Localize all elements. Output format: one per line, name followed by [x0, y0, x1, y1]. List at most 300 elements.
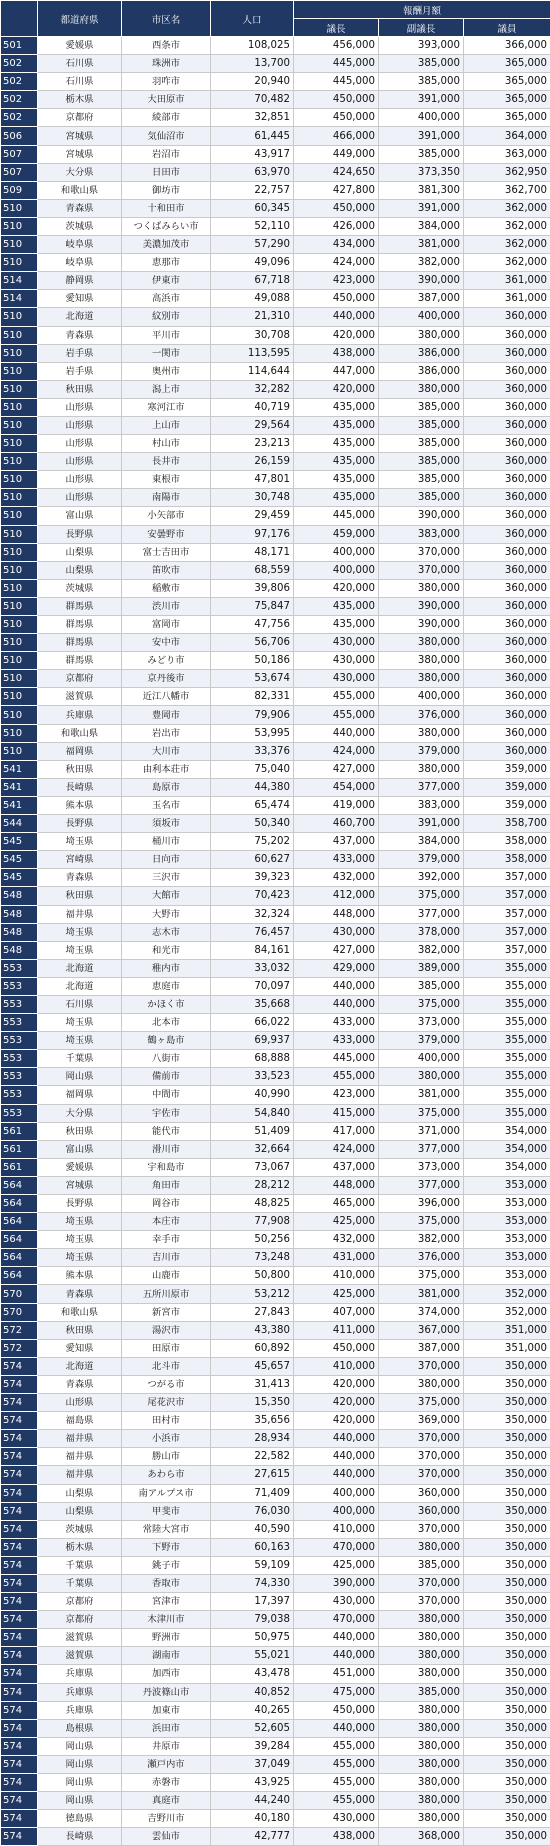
table-row	[1, 1285, 550, 1303]
chairman-salary-cell: 432,000	[294, 869, 379, 887]
prefecture-cell: 愛知県	[38, 290, 122, 308]
member-salary-cell: 355,000	[464, 1068, 550, 1086]
vice-chairman-salary-cell: 382,000	[379, 1231, 464, 1249]
vice-chairman-salary-cell: 380,000	[379, 1792, 464, 1810]
prefecture-cell: 北海道	[38, 959, 122, 977]
rank-cell: 541	[1, 760, 38, 778]
population-cell: 35,668	[211, 995, 294, 1013]
member-salary-cell: 350,000	[464, 1828, 550, 1846]
prefecture-cell: 北海道	[38, 308, 122, 326]
table-row	[1, 706, 550, 724]
city-cell: 岩出市	[122, 724, 211, 742]
rank-cell: 510	[1, 561, 38, 579]
prefecture-cell: 埼玉県	[38, 1249, 122, 1267]
chairman-salary-cell: 410,000	[294, 1520, 379, 1538]
member-salary-cell: 350,000	[464, 1448, 550, 1466]
rank-cell: 574	[1, 1683, 38, 1701]
rank-cell: 510	[1, 507, 38, 525]
city-cell: 須坂市	[122, 815, 211, 833]
table-row	[1, 1249, 550, 1267]
rank-cell: 510	[1, 435, 38, 453]
chairman-salary-cell: 424,000	[294, 742, 379, 760]
rank-cell: 548	[1, 887, 38, 905]
city-cell: 志木市	[122, 923, 211, 941]
city-cell: 桶川市	[122, 833, 211, 851]
vice-chairman-salary-cell: 387,000	[379, 1339, 464, 1357]
prefecture-cell: 福井県	[38, 1430, 122, 1448]
table-row	[1, 1176, 550, 1194]
chairman-salary-cell: 455,000	[294, 1068, 379, 1086]
member-salary-cell: 351,000	[464, 1339, 550, 1357]
table-row	[1, 91, 550, 109]
chairman-salary-cell: 450,000	[294, 91, 379, 109]
chairman-salary-cell: 450,000	[294, 1339, 379, 1357]
rank-cell: 553	[1, 1068, 38, 1086]
member-salary-cell: 365,000	[464, 91, 550, 109]
table-row	[1, 362, 550, 380]
vice-chairman-salary-cell: 377,000	[379, 905, 464, 923]
chairman-salary-cell: 450,000	[294, 1701, 379, 1719]
vice-chairman-salary-cell: 390,000	[379, 616, 464, 634]
member-salary-cell: 359,000	[464, 760, 550, 778]
prefecture-cell: 長崎県	[38, 778, 122, 796]
city-cell: 安曇野市	[122, 525, 211, 543]
table-row	[1, 887, 550, 905]
chairman-salary-cell: 430,000	[294, 634, 379, 652]
prefecture-cell: 滋賀県	[38, 1647, 122, 1665]
prefecture-cell: 石川県	[38, 995, 122, 1013]
rank-cell: 510	[1, 453, 38, 471]
member-salary-cell: 360,000	[464, 362, 550, 380]
population-cell: 50,975	[211, 1629, 294, 1647]
table-row	[1, 869, 550, 887]
prefecture-cell: 石川県	[38, 55, 122, 73]
vice-chairman-salary-cell: 375,000	[379, 1394, 464, 1412]
vice-chairman-salary-cell: 376,000	[379, 706, 464, 724]
prefecture-cell: 福井県	[38, 1466, 122, 1484]
vice-chairman-salary-cell: 382,000	[379, 941, 464, 959]
vice-chairman-salary-cell: 391,000	[379, 127, 464, 145]
rank-cell: 574	[1, 1412, 38, 1430]
chairman-salary-cell: 400,000	[294, 543, 379, 561]
city-cell: 日向市	[122, 851, 211, 869]
member-salary-cell: 350,000	[464, 1502, 550, 1520]
prefecture-cell: 秋田県	[38, 380, 122, 398]
chairman-salary-cell: 410,000	[294, 1357, 379, 1375]
table-row	[1, 833, 550, 851]
chairman-salary-cell: 427,800	[294, 181, 379, 199]
population-cell: 40,590	[211, 1520, 294, 1538]
rank-cell: 507	[1, 163, 38, 181]
city-cell: 小浜市	[122, 1430, 211, 1448]
population-cell: 68,888	[211, 1050, 294, 1068]
table-row	[1, 1810, 550, 1828]
prefecture-cell: 秋田県	[38, 887, 122, 905]
table-row	[1, 724, 550, 742]
vice-chairman-salary-cell: 381,000	[379, 1086, 464, 1104]
table-row	[1, 1520, 550, 1538]
rank-cell: 574	[1, 1701, 38, 1719]
rank-cell: 553	[1, 977, 38, 995]
member-salary-cell: 353,000	[464, 1267, 550, 1285]
member-salary-cell: 353,000	[464, 1213, 550, 1231]
rank-cell: 574	[1, 1828, 38, 1846]
table-row	[1, 688, 550, 706]
member-salary-cell: 350,000	[464, 1665, 550, 1683]
prefecture-cell: 岐阜県	[38, 254, 122, 272]
prefecture-cell: 兵庫県	[38, 706, 122, 724]
city-cell: 吉野川市	[122, 1810, 211, 1828]
city-cell: 御坊市	[122, 181, 211, 199]
city-cell: 島原市	[122, 778, 211, 796]
rank-cell: 564	[1, 1249, 38, 1267]
rank-cell: 564	[1, 1213, 38, 1231]
member-salary-cell: 360,000	[464, 489, 550, 507]
chairman-salary-cell: 440,000	[294, 1430, 379, 1448]
chairman-salary-cell: 440,000	[294, 1719, 379, 1737]
rank-cell: 541	[1, 796, 38, 814]
rank-cell: 510	[1, 254, 38, 272]
member-salary-cell: 350,000	[464, 1701, 550, 1719]
rank-cell: 572	[1, 1321, 38, 1339]
population-cell: 28,212	[211, 1176, 294, 1194]
prefecture-cell: 宮城県	[38, 127, 122, 145]
prefecture-cell: 福岡県	[38, 1086, 122, 1104]
city-cell: 美濃加茂市	[122, 236, 211, 254]
member-salary-cell: 353,000	[464, 1249, 550, 1267]
rank-cell: 574	[1, 1737, 38, 1755]
chairman-salary-cell: 440,000	[294, 308, 379, 326]
population-cell: 45,657	[211, 1357, 294, 1375]
chairman-salary-cell: 427,000	[294, 941, 379, 959]
population-cell: 65,474	[211, 796, 294, 814]
vice-chairman-salary-cell: 379,000	[379, 851, 464, 869]
city-cell: 十和田市	[122, 199, 211, 217]
table-row	[1, 634, 550, 652]
population-cell: 39,806	[211, 579, 294, 597]
chairman-salary-cell: 460,700	[294, 815, 379, 833]
vice-chairman-salary-cell: 385,000	[379, 1556, 464, 1574]
member-salary-cell: 353,000	[464, 1195, 550, 1213]
rank-cell: 553	[1, 1032, 38, 1050]
city-cell: 玉名市	[122, 796, 211, 814]
vice-chairman-salary-cell: 380,000	[379, 724, 464, 742]
chairman-salary-cell: 450,000	[294, 199, 379, 217]
prefecture-cell: 青森県	[38, 869, 122, 887]
vice-chairman-salary-cell: 385,000	[379, 398, 464, 416]
table-row	[1, 1140, 550, 1158]
vice-chairman-salary-cell: 380,000	[379, 760, 464, 778]
vice-chairman-salary-cell: 391,000	[379, 199, 464, 217]
population-cell: 70,097	[211, 977, 294, 995]
vice-chairman-salary-cell: 379,000	[379, 1032, 464, 1050]
member-salary-cell: 365,000	[464, 73, 550, 91]
member-salary-cell: 357,000	[464, 923, 550, 941]
chairman-salary-cell: 420,000	[294, 1375, 379, 1393]
population-cell: 13,700	[211, 55, 294, 73]
chairman-salary-cell: 425,000	[294, 1285, 379, 1303]
population-cell: 70,482	[211, 91, 294, 109]
vice-chairman-salary-cell: 374,000	[379, 1303, 464, 1321]
prefecture-cell: 埼玉県	[38, 941, 122, 959]
vice-chairman-salary-cell: 380,000	[379, 1611, 464, 1629]
table-row	[1, 1412, 550, 1430]
chairman-salary-cell: 426,000	[294, 217, 379, 235]
population-cell: 69,937	[211, 1032, 294, 1050]
prefecture-cell: 山形県	[38, 471, 122, 489]
rank-cell: 507	[1, 145, 38, 163]
prefecture-cell: 茨城県	[38, 1520, 122, 1538]
city-cell: 常陸大宮市	[122, 1520, 211, 1538]
city-cell: 加東市	[122, 1701, 211, 1719]
table-row	[1, 1502, 550, 1520]
table-row	[1, 1050, 550, 1068]
population-cell: 60,627	[211, 851, 294, 869]
rank-cell: 510	[1, 471, 38, 489]
chairman-salary-cell: 438,000	[294, 344, 379, 362]
population-cell: 29,564	[211, 416, 294, 434]
table-row	[1, 1683, 550, 1701]
rank-cell: 510	[1, 724, 38, 742]
vice-chairman-salary-cell: 360,000	[379, 1484, 464, 1502]
rank-cell: 553	[1, 995, 38, 1013]
table-row	[1, 616, 550, 634]
chairman-salary-cell: 427,000	[294, 760, 379, 778]
vice-chairman-salary-cell: 382,000	[379, 254, 464, 272]
population-cell: 33,032	[211, 959, 294, 977]
rank-cell: 574	[1, 1520, 38, 1538]
vice-chairman-salary-cell: 393,000	[379, 37, 464, 55]
rank-cell: 572	[1, 1339, 38, 1357]
rank-cell: 574	[1, 1538, 38, 1556]
table-row	[1, 1122, 550, 1140]
chairman-salary-cell: 425,000	[294, 1556, 379, 1574]
vice-chairman-salary-cell: 380,000	[379, 326, 464, 344]
prefecture-cell: 茨城県	[38, 217, 122, 235]
member-salary-cell: 355,000	[464, 1086, 550, 1104]
population-cell: 57,290	[211, 236, 294, 254]
rank-cell: 574	[1, 1755, 38, 1773]
table-row	[1, 1593, 550, 1611]
prefecture-cell: 熊本県	[38, 1267, 122, 1285]
city-cell: 奥州市	[122, 362, 211, 380]
city-cell: 大館市	[122, 887, 211, 905]
chairman-salary-cell: 455,000	[294, 1792, 379, 1810]
table-row	[1, 1556, 550, 1574]
chairman-salary-cell: 440,000	[294, 995, 379, 1013]
prefecture-cell: 愛媛県	[38, 1158, 122, 1176]
table-row	[1, 199, 550, 217]
city-cell: 加西市	[122, 1665, 211, 1683]
prefecture-cell: 宮崎県	[38, 851, 122, 869]
vice-chairman-salary-cell: 385,000	[379, 435, 464, 453]
header-vice-chairman: 副議長	[379, 19, 464, 37]
population-cell: 33,376	[211, 742, 294, 760]
table-row	[1, 851, 550, 869]
population-cell: 59,109	[211, 1556, 294, 1574]
city-cell: 真庭市	[122, 1792, 211, 1810]
table-row	[1, 1032, 550, 1050]
table-row	[1, 416, 550, 434]
table-row	[1, 1774, 550, 1792]
table-row	[1, 670, 550, 688]
vice-chairman-salary-cell: 373,000	[379, 1014, 464, 1032]
chairman-salary-cell: 437,000	[294, 1158, 379, 1176]
rank-cell: 574	[1, 1448, 38, 1466]
prefecture-cell: 岩手県	[38, 362, 122, 380]
prefecture-cell: 宮城県	[38, 145, 122, 163]
population-cell: 20,940	[211, 73, 294, 91]
member-salary-cell: 350,000	[464, 1394, 550, 1412]
city-cell: 大野市	[122, 905, 211, 923]
city-cell: 宇和島市	[122, 1158, 211, 1176]
chairman-salary-cell: 454,000	[294, 778, 379, 796]
vice-chairman-salary-cell: 390,000	[379, 597, 464, 615]
prefecture-cell: 岡山県	[38, 1774, 122, 1792]
prefecture-cell: 岡山県	[38, 1792, 122, 1810]
population-cell: 43,380	[211, 1321, 294, 1339]
rank-cell: 553	[1, 1086, 38, 1104]
city-cell: 下野市	[122, 1538, 211, 1556]
chairman-salary-cell: 407,000	[294, 1303, 379, 1321]
vice-chairman-salary-cell: 371,000	[379, 1122, 464, 1140]
member-salary-cell: 357,000	[464, 905, 550, 923]
population-cell: 73,067	[211, 1158, 294, 1176]
table-row	[1, 1086, 550, 1104]
prefecture-cell: 山形県	[38, 416, 122, 434]
table-row	[1, 905, 550, 923]
member-salary-cell: 359,000	[464, 778, 550, 796]
population-cell: 37,049	[211, 1755, 294, 1773]
prefecture-cell: 茨城県	[38, 579, 122, 597]
vice-chairman-salary-cell: 377,000	[379, 1140, 464, 1158]
table-row	[1, 1466, 550, 1484]
vice-chairman-salary-cell: 380,000	[379, 1701, 464, 1719]
rank-cell: 561	[1, 1122, 38, 1140]
chairman-salary-cell: 430,000	[294, 1810, 379, 1828]
chairman-salary-cell: 424,000	[294, 254, 379, 272]
population-cell: 40,265	[211, 1701, 294, 1719]
table-row	[1, 73, 550, 91]
chairman-salary-cell: 440,000	[294, 977, 379, 995]
city-cell: 湖南市	[122, 1647, 211, 1665]
vice-chairman-salary-cell: 380,000	[379, 1737, 464, 1755]
table-row	[1, 1574, 550, 1592]
city-cell: 潟上市	[122, 380, 211, 398]
rank-cell: 548	[1, 923, 38, 941]
population-cell: 28,934	[211, 1430, 294, 1448]
rank-cell: 570	[1, 1285, 38, 1303]
prefecture-cell: 埼玉県	[38, 1213, 122, 1231]
prefecture-cell: 兵庫県	[38, 1665, 122, 1683]
vice-chairman-salary-cell: 369,000	[379, 1412, 464, 1430]
vice-chairman-salary-cell: 378,000	[379, 923, 464, 941]
table-row	[1, 489, 550, 507]
table-row	[1, 1701, 550, 1719]
prefecture-cell: 福岡県	[38, 742, 122, 760]
city-cell: 備前市	[122, 1068, 211, 1086]
member-salary-cell: 357,000	[464, 869, 550, 887]
member-salary-cell: 350,000	[464, 1538, 550, 1556]
table-row	[1, 815, 550, 833]
rank-cell: 574	[1, 1502, 38, 1520]
vice-chairman-salary-cell: 380,000	[379, 1538, 464, 1556]
city-cell: 五所川原市	[122, 1285, 211, 1303]
population-cell: 74,330	[211, 1574, 294, 1592]
prefecture-cell: 青森県	[38, 326, 122, 344]
city-cell: みどり市	[122, 652, 211, 670]
prefecture-cell: 京都府	[38, 109, 122, 127]
vice-chairman-salary-cell: 377,000	[379, 778, 464, 796]
chairman-salary-cell: 466,000	[294, 127, 379, 145]
prefecture-cell: 山形県	[38, 453, 122, 471]
rank-cell: 510	[1, 706, 38, 724]
member-salary-cell: 360,000	[464, 634, 550, 652]
city-cell: 香取市	[122, 1574, 211, 1592]
table-row	[1, 1484, 550, 1502]
city-cell: 京丹後市	[122, 670, 211, 688]
chairman-salary-cell: 400,000	[294, 561, 379, 579]
city-cell: 岡谷市	[122, 1195, 211, 1213]
rank-cell: 574	[1, 1556, 38, 1574]
table-row	[1, 1611, 550, 1629]
chairman-salary-cell: 420,000	[294, 326, 379, 344]
population-cell: 114,644	[211, 362, 294, 380]
member-salary-cell: 354,000	[464, 1122, 550, 1140]
population-cell: 75,202	[211, 833, 294, 851]
member-salary-cell: 350,000	[464, 1357, 550, 1375]
vice-chairman-salary-cell: 375,000	[379, 887, 464, 905]
chairman-salary-cell: 459,000	[294, 525, 379, 543]
rank-cell: 574	[1, 1574, 38, 1592]
rank-cell: 574	[1, 1430, 38, 1448]
population-cell: 32,664	[211, 1140, 294, 1158]
population-cell: 52,110	[211, 217, 294, 235]
city-cell: 本庄市	[122, 1213, 211, 1231]
table-header	[1, 1, 550, 37]
rank-cell: 574	[1, 1665, 38, 1683]
member-salary-cell: 360,000	[464, 326, 550, 344]
chairman-salary-cell: 390,000	[294, 1574, 379, 1592]
member-salary-cell: 355,000	[464, 1104, 550, 1122]
member-salary-cell: 352,000	[464, 1285, 550, 1303]
city-cell: 東根市	[122, 471, 211, 489]
chairman-salary-cell: 435,000	[294, 471, 379, 489]
prefecture-cell: 京都府	[38, 1593, 122, 1611]
population-cell: 43,925	[211, 1774, 294, 1792]
rank-cell: 574	[1, 1810, 38, 1828]
prefecture-cell: 山形県	[38, 1394, 122, 1412]
population-cell: 68,559	[211, 561, 294, 579]
vice-chairman-salary-cell: 370,000	[379, 1357, 464, 1375]
vice-chairman-salary-cell: 400,000	[379, 109, 464, 127]
population-cell: 108,025	[211, 37, 294, 55]
vice-chairman-salary-cell: 370,000	[379, 1448, 464, 1466]
vice-chairman-salary-cell: 380,000	[379, 1774, 464, 1792]
prefecture-cell: 秋田県	[38, 1321, 122, 1339]
population-cell: 60,345	[211, 199, 294, 217]
vice-chairman-salary-cell: 380,000	[379, 1629, 464, 1647]
member-salary-cell: 350,000	[464, 1466, 550, 1484]
prefecture-cell: 山形県	[38, 489, 122, 507]
rank-cell: 510	[1, 199, 38, 217]
chairman-salary-cell: 445,000	[294, 507, 379, 525]
city-cell: 南アルプス市	[122, 1484, 211, 1502]
vice-chairman-salary-cell: 375,000	[379, 1213, 464, 1231]
member-salary-cell: 350,000	[464, 1484, 550, 1502]
rank-cell: 510	[1, 543, 38, 561]
member-salary-cell: 360,000	[464, 471, 550, 489]
